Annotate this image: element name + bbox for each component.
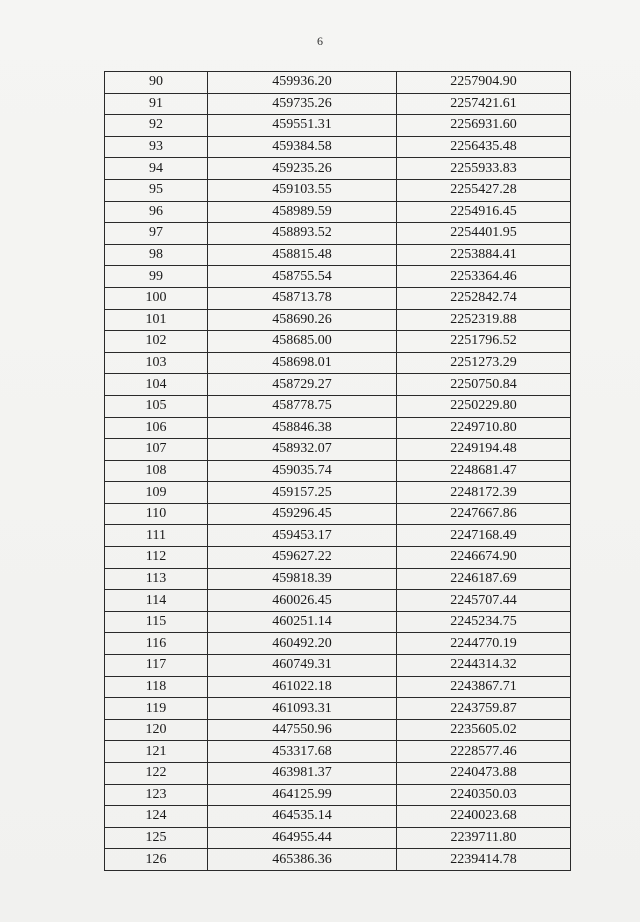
table-row xyxy=(105,827,571,849)
page-number: 6 xyxy=(317,34,323,48)
table-row xyxy=(105,525,571,547)
x-coordinate-cell: 459453.17 xyxy=(208,525,397,547)
table-row xyxy=(105,655,571,677)
x-coordinate-cell: 459157.25 xyxy=(208,482,397,504)
table-row xyxy=(105,547,571,569)
table-row xyxy=(105,568,571,590)
x-coordinate-cell: 458815.48 xyxy=(208,244,397,266)
x-coordinate-cell: 460026.45 xyxy=(208,590,397,612)
y-coordinate-cell: 2254401.95 xyxy=(397,223,571,245)
point-number-cell: 125 xyxy=(105,827,208,849)
point-number-cell: 119 xyxy=(105,698,208,720)
y-coordinate-cell: 2239414.78 xyxy=(397,849,571,871)
point-number-cell: 90 xyxy=(105,72,208,94)
x-coordinate-cell: 458729.27 xyxy=(208,374,397,396)
x-coordinate-cell: 447550.96 xyxy=(208,719,397,741)
point-number-cell: 101 xyxy=(105,309,208,331)
y-coordinate-cell: 2250229.80 xyxy=(397,395,571,417)
x-coordinate-cell: 458989.59 xyxy=(208,201,397,223)
table-row xyxy=(105,158,571,180)
y-coordinate-cell: 2246674.90 xyxy=(397,547,571,569)
point-number-cell: 117 xyxy=(105,655,208,677)
y-coordinate-cell: 2253884.41 xyxy=(397,244,571,266)
table-row xyxy=(105,309,571,331)
x-coordinate-cell: 461022.18 xyxy=(208,676,397,698)
table-row xyxy=(105,417,571,439)
table-row xyxy=(105,244,571,266)
table-row xyxy=(105,849,571,871)
y-coordinate-cell: 2243867.71 xyxy=(397,676,571,698)
point-number-cell: 100 xyxy=(105,287,208,309)
y-coordinate-cell: 2256931.60 xyxy=(397,115,571,137)
x-coordinate-cell: 459818.39 xyxy=(208,568,397,590)
table-row xyxy=(105,784,571,806)
y-coordinate-cell: 2254916.45 xyxy=(397,201,571,223)
y-coordinate-cell: 2240350.03 xyxy=(397,784,571,806)
y-coordinate-cell: 2245234.75 xyxy=(397,611,571,633)
point-number-cell: 105 xyxy=(105,395,208,417)
point-number-cell: 103 xyxy=(105,352,208,374)
table-row xyxy=(105,763,571,785)
x-coordinate-cell: 458690.26 xyxy=(208,309,397,331)
point-number-cell: 121 xyxy=(105,741,208,763)
x-coordinate-cell: 458755.54 xyxy=(208,266,397,288)
point-number-cell: 99 xyxy=(105,266,208,288)
table-row xyxy=(105,611,571,633)
point-number-cell: 96 xyxy=(105,201,208,223)
x-coordinate-cell: 460251.14 xyxy=(208,611,397,633)
y-coordinate-cell: 2250750.84 xyxy=(397,374,571,396)
x-coordinate-cell: 459384.58 xyxy=(208,136,397,158)
x-coordinate-cell: 459035.74 xyxy=(208,460,397,482)
table-row xyxy=(105,719,571,741)
y-coordinate-cell: 2252842.74 xyxy=(397,287,571,309)
table-row xyxy=(105,439,571,461)
y-coordinate-cell: 2235605.02 xyxy=(397,719,571,741)
table-row xyxy=(105,633,571,655)
table-row xyxy=(105,352,571,374)
y-coordinate-cell: 2249194.48 xyxy=(397,439,571,461)
x-coordinate-cell: 460492.20 xyxy=(208,633,397,655)
table-row xyxy=(105,136,571,158)
table-row xyxy=(105,223,571,245)
point-number-cell: 126 xyxy=(105,849,208,871)
table-row xyxy=(105,482,571,504)
table-row xyxy=(105,179,571,201)
y-coordinate-cell: 2249710.80 xyxy=(397,417,571,439)
point-number-cell: 120 xyxy=(105,719,208,741)
y-coordinate-cell: 2255427.28 xyxy=(397,179,571,201)
x-coordinate-cell: 458698.01 xyxy=(208,352,397,374)
x-coordinate-cell: 458893.52 xyxy=(208,223,397,245)
table-row xyxy=(105,287,571,309)
table-row xyxy=(105,374,571,396)
table-row xyxy=(105,698,571,720)
point-number-cell: 115 xyxy=(105,611,208,633)
point-number-cell: 116 xyxy=(105,633,208,655)
y-coordinate-cell: 2251796.52 xyxy=(397,331,571,353)
table-row xyxy=(105,590,571,612)
table-row xyxy=(105,93,571,115)
y-coordinate-cell: 2252319.88 xyxy=(397,309,571,331)
x-coordinate-cell: 463981.37 xyxy=(208,763,397,785)
y-coordinate-cell: 2253364.46 xyxy=(397,266,571,288)
x-coordinate-cell: 464125.99 xyxy=(208,784,397,806)
y-coordinate-cell: 2246187.69 xyxy=(397,568,571,590)
point-number-cell: 113 xyxy=(105,568,208,590)
table-row xyxy=(105,266,571,288)
x-coordinate-cell: 458846.38 xyxy=(208,417,397,439)
y-coordinate-cell: 2248681.47 xyxy=(397,460,571,482)
point-number-cell: 91 xyxy=(105,93,208,115)
table-row xyxy=(105,460,571,482)
y-coordinate-cell: 2255933.83 xyxy=(397,158,571,180)
x-coordinate-cell: 459235.26 xyxy=(208,158,397,180)
x-coordinate-cell: 461093.31 xyxy=(208,698,397,720)
point-number-cell: 110 xyxy=(105,503,208,525)
x-coordinate-cell: 460749.31 xyxy=(208,655,397,677)
x-coordinate-cell: 465386.36 xyxy=(208,849,397,871)
point-number-cell: 95 xyxy=(105,179,208,201)
x-coordinate-cell: 459735.26 xyxy=(208,93,397,115)
table-row xyxy=(105,395,571,417)
x-coordinate-cell: 459936.20 xyxy=(208,72,397,94)
table-row xyxy=(105,741,571,763)
table-row xyxy=(105,72,571,94)
point-number-cell: 97 xyxy=(105,223,208,245)
table-row xyxy=(105,806,571,828)
coordinate-table-body xyxy=(105,72,571,871)
point-number-cell: 102 xyxy=(105,331,208,353)
y-coordinate-cell: 2228577.46 xyxy=(397,741,571,763)
x-coordinate-cell: 459551.31 xyxy=(208,115,397,137)
point-number-cell: 108 xyxy=(105,460,208,482)
y-coordinate-cell: 2257421.61 xyxy=(397,93,571,115)
x-coordinate-cell: 459103.55 xyxy=(208,179,397,201)
x-coordinate-cell: 459627.22 xyxy=(208,547,397,569)
point-number-cell: 94 xyxy=(105,158,208,180)
y-coordinate-cell: 2240473.88 xyxy=(397,763,571,785)
point-number-cell: 114 xyxy=(105,590,208,612)
point-number-cell: 109 xyxy=(105,482,208,504)
y-coordinate-cell: 2247168.49 xyxy=(397,525,571,547)
point-number-cell: 111 xyxy=(105,525,208,547)
point-number-cell: 123 xyxy=(105,784,208,806)
x-coordinate-cell: 459296.45 xyxy=(208,503,397,525)
y-coordinate-cell: 2243759.87 xyxy=(397,698,571,720)
x-coordinate-cell: 458932.07 xyxy=(208,439,397,461)
y-coordinate-cell: 2248172.39 xyxy=(397,482,571,504)
table-row xyxy=(105,676,571,698)
table-row xyxy=(105,331,571,353)
y-coordinate-cell: 2251273.29 xyxy=(397,352,571,374)
point-number-cell: 92 xyxy=(105,115,208,137)
y-coordinate-cell: 2247667.86 xyxy=(397,503,571,525)
point-number-cell: 98 xyxy=(105,244,208,266)
x-coordinate-cell: 458713.78 xyxy=(208,287,397,309)
y-coordinate-cell: 2256435.48 xyxy=(397,136,571,158)
point-number-cell: 118 xyxy=(105,676,208,698)
point-number-cell: 107 xyxy=(105,439,208,461)
y-coordinate-cell: 2240023.68 xyxy=(397,806,571,828)
point-number-cell: 106 xyxy=(105,417,208,439)
coordinate-table xyxy=(104,71,571,871)
y-coordinate-cell: 2244314.32 xyxy=(397,655,571,677)
x-coordinate-cell: 464955.44 xyxy=(208,827,397,849)
x-coordinate-cell: 458778.75 xyxy=(208,395,397,417)
y-coordinate-cell: 2239711.80 xyxy=(397,827,571,849)
point-number-cell: 122 xyxy=(105,763,208,785)
point-number-cell: 124 xyxy=(105,806,208,828)
y-coordinate-cell: 2244770.19 xyxy=(397,633,571,655)
table-row xyxy=(105,503,571,525)
point-number-cell: 93 xyxy=(105,136,208,158)
point-number-cell: 104 xyxy=(105,374,208,396)
table-row xyxy=(105,201,571,223)
table-row xyxy=(105,115,571,137)
x-coordinate-cell: 458685.00 xyxy=(208,331,397,353)
x-coordinate-cell: 464535.14 xyxy=(208,806,397,828)
y-coordinate-cell: 2245707.44 xyxy=(397,590,571,612)
point-number-cell: 112 xyxy=(105,547,208,569)
x-coordinate-cell: 453317.68 xyxy=(208,741,397,763)
y-coordinate-cell: 2257904.90 xyxy=(397,72,571,94)
